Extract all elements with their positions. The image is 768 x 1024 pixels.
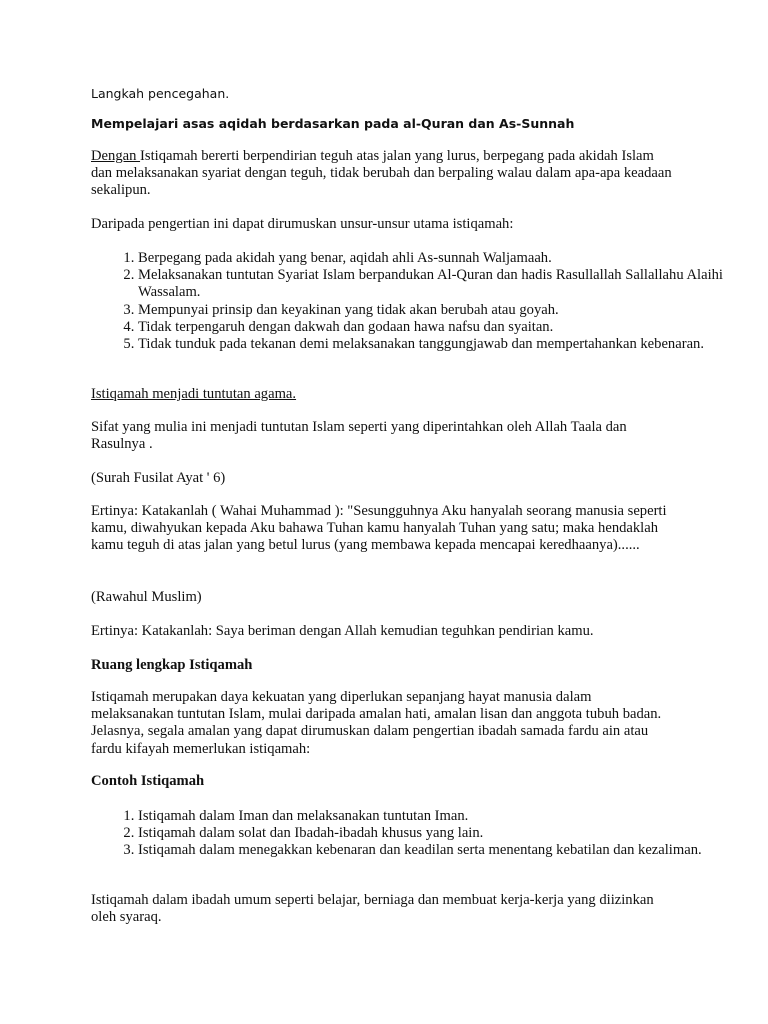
surah-meaning: Ertinya: Katakanlah ( Wahai Muhammad ): "Sesungguhnya Aku hanyalah seorang manusia seperti kamu, diwahyukan kepada Aku bahawa Tuhan kamu hanyalah Tuhan yang satu; maka hendaklah kamu teguh di atas jalan yang betul lurus (yang membawa kepada mencapai keredhaanya)......	[91, 503, 667, 554]
closing-paragraph: Istiqamah dalam ibadah umum seperti belajar, berniaga dan membuat kerja-kerja yang diizinkan oleh syaraq.	[91, 892, 654, 926]
intro-text: Istiqamah bererti berpendirian teguh atas jalan yang lurus, berpegang pada akidah Islam dan melaksanakan syariat dengan teguh, tidak berubah dan berpaling walau dalam apa-apa keadaan sekalipun.	[91, 148, 672, 199]
scope-paragraph: Istiqamah merupakan daya kekuatan yang diperlukan sepanjang hayat manusia dalam melaksanakan tuntutan Islam, mulai daripada amalan hati, amalan lisan dan anggota tubuh badan. Jelasnya, segala amalan yang dapat dirumuskan dalam pengertian ibadah samada fardu ain atau fardu kifayah memerlukan istiqamah:	[91, 689, 662, 757]
section-heading-examples: Contoh Istiqamah	[91, 773, 205, 789]
list-item: 1. Istiqamah dalam Iman dan melaksanakan tuntutan Iman.	[138, 808, 723, 825]
elements-list	[91, 250, 723, 353]
heading-prevention: Langkah pencegahan.	[91, 86, 230, 101]
hadith-reference: (Rawahul Muslim)	[91, 589, 202, 605]
list-item: 2. Istiqamah dalam solat dan Ibadah-ibadah khusus yang lain.	[138, 825, 723, 842]
list-item: 3. Istiqamah dalam menegakkan kebenaran dan keadilan serta menentang kebatilan dan kezaliman.	[138, 842, 723, 859]
heading-study-aqidah: Mempelajari asas aqidah berdasarkan pada al-Quran dan As-Sunnah	[91, 116, 575, 131]
examples-list	[91, 808, 723, 860]
section-heading-demand: Istiqamah menjadi tuntutan agama.	[91, 386, 297, 402]
list-intro: Daripada pengertian ini dapat dirumuskan unsur-unsur utama istiqamah:	[91, 216, 514, 232]
list-item: 3. Mempunyai prinsip dan keyakinan yang tidak akan berubah atau goyah.	[138, 302, 723, 319]
demand-paragraph: Sifat yang mulia ini menjadi tuntutan Islam seperti yang diperintahkan oleh Allah Taala dan Rasulnya .	[91, 419, 627, 453]
list-item: 5. Tidak tunduk pada tekanan demi melaksanakan tanggungjawab dan mempertahankan kebenaran.	[138, 336, 723, 353]
section-heading-scope: Ruang lengkap Istiqamah	[91, 657, 253, 673]
intro-prefix: Dengan	[91, 148, 141, 164]
hadith-meaning: Ertinya: Katakanlah: Saya beriman dengan Allah kemudian teguhkan pendirian kamu.	[91, 623, 594, 639]
list-item: 4. Tidak terpengaruh dengan dakwah dan godaan hawa nafsu dan syaitan.	[138, 319, 723, 336]
list-item: 1. Berpegang pada akidah yang benar, aqidah ahli As-sunnah Waljamaah.	[138, 250, 723, 267]
intro-paragraph	[91, 148, 676, 200]
list-item: 2. Melaksanakan tuntutan Syariat Islam berpandukan Al-Quran dan hadis Rasullallah Sallallahu Alaihi Wassalam.	[138, 267, 723, 301]
surah-reference: (Surah Fusilat Ayat ' 6)	[91, 470, 226, 486]
